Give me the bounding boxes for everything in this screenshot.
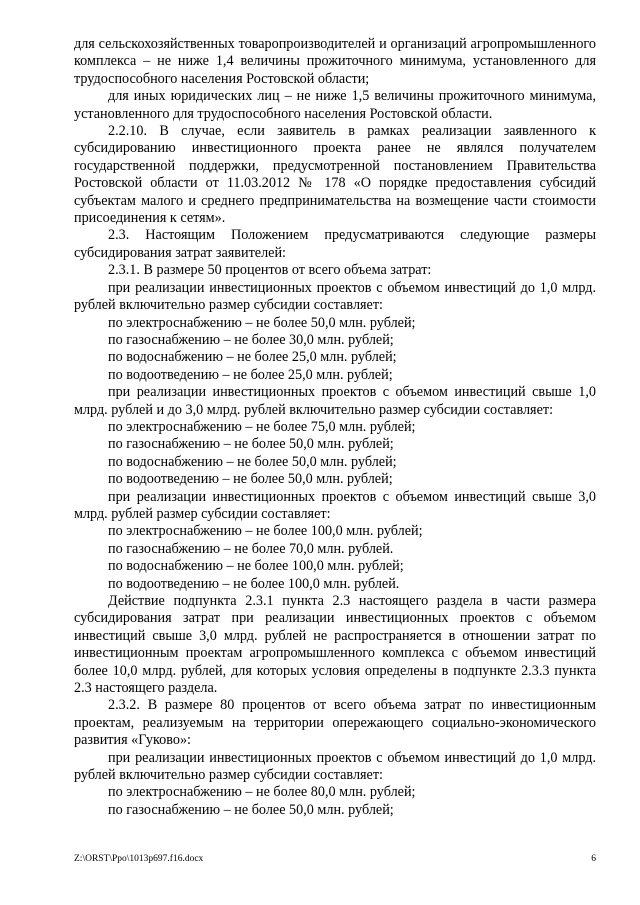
list-item: по водоотведению – не более 25,0 млн. рублей;: [108, 366, 393, 383]
paragraph: при реализации инвестиционных проектов с объемом инвестиций свыше 3,0 млрд. рублей размер субсидии составляет:: [74, 488, 596, 522]
paragraph: 2.3. Настоящим Положением предусматриваются следующие размеры субсидирования затрат заявителей:: [74, 227, 596, 261]
paragraph: при реализации инвестиционных проектов с объемом инвестиций до 1,0 млрд. рублей включительно размер субсидии составляет:: [74, 279, 596, 314]
footer-file-path: Z:\ORST\Ppo\1013p697.f16.docx: [74, 854, 204, 864]
paragraph: при реализации инвестиционных проектов с объемом инвестиций свыше 1,0 млрд. рублей и до 3,0 млрд. рублей включительно размер субсидии составляет:: [74, 384, 596, 418]
list-item: по водоотведению – не более 50,0 млн. рублей;: [108, 471, 393, 488]
list-item: по водоснабжению – не более 100,0 млн. рублей;: [108, 558, 404, 575]
list-item: по водоснабжению – не более 50,0 млн. рублей;: [108, 453, 397, 470]
list-item: по водоотведению – не более 100,0 млн. рублей.: [108, 575, 400, 592]
paragraph: при реализации инвестиционных проектов с объемом инвестиций до 1,0 млрд. рублей включительно размер субсидии составляет:: [74, 749, 596, 784]
paragraph: для сельскохозяйственных товаропроизводителей и организаций агропромышленного комплекса – не ниже 1,4 величины прожиточного минимума, установленного для трудоспособного населения Ростовской области;: [74, 36, 596, 87]
paragraph: 2.2.10. В случае, если заявитель в рамках реализации заявленного к субсидированию инвестиционного проекта ранее не являлся получателем государственной поддержки, предусмотренной постановлением Правительства Ростовской области от 11.03.2012 № 178 «О порядке предоставления субсидий субъектам малого и среднего предпринимательства на возмещение части стоимости присоединения к сетям».: [74, 123, 596, 227]
list-item: по электроснабжению – не более 80,0 млн. рублей;: [108, 784, 416, 801]
paragraph: для иных юридических лиц – не ниже 1,5 величины прожиточного минимума, установленного для трудоспособного населения Ростовской области.: [74, 88, 596, 122]
list-item: по газоснабжению – не более 50,0 млн. рублей;: [108, 436, 394, 453]
list-item: по электроснабжению – не более 75,0 млн. рублей;: [108, 418, 416, 435]
page-number: 6: [591, 854, 596, 864]
paragraph: Действие подпункта 2.3.1 пункта 2.3 настоящего раздела в части размера субсидирования затрат при реализации инвестиционных проектов с объемом инвестиций свыше 3,0 млрд. рублей не распространяется в отношении затрат по инвестиционным проектам агропромышленного комплекса с объемом инвестиций более 10,0 млрд. рублей, для которых условия определены в подпункте 2.3.3 пункта 2.3 настоящего раздела.: [74, 593, 596, 697]
paragraph: 2.3.2. В размере 80 процентов от всего объема затрат по инвестиционным проектам, реализуемым на территории опережающего социально-экономического развития «Гуково»:: [74, 697, 596, 749]
list-item: по электроснабжению – не более 50,0 млн. рублей;: [108, 314, 416, 331]
list-item: по газоснабжению – не более 70,0 млн. рублей.: [108, 540, 394, 557]
paragraph: 2.3.1. В размере 50 процентов от всего объема затрат:: [108, 262, 432, 279]
list-item: по электроснабжению – не более 100,0 млн. рублей;: [108, 523, 423, 540]
list-item: по газоснабжению – не более 50,0 млн. рублей;: [108, 801, 394, 818]
list-item: по водоснабжению – не более 25,0 млн. рублей;: [108, 349, 397, 366]
document-body: [74, 36, 596, 819]
list-item: по газоснабжению – не более 30,0 млн. рублей;: [108, 331, 394, 348]
